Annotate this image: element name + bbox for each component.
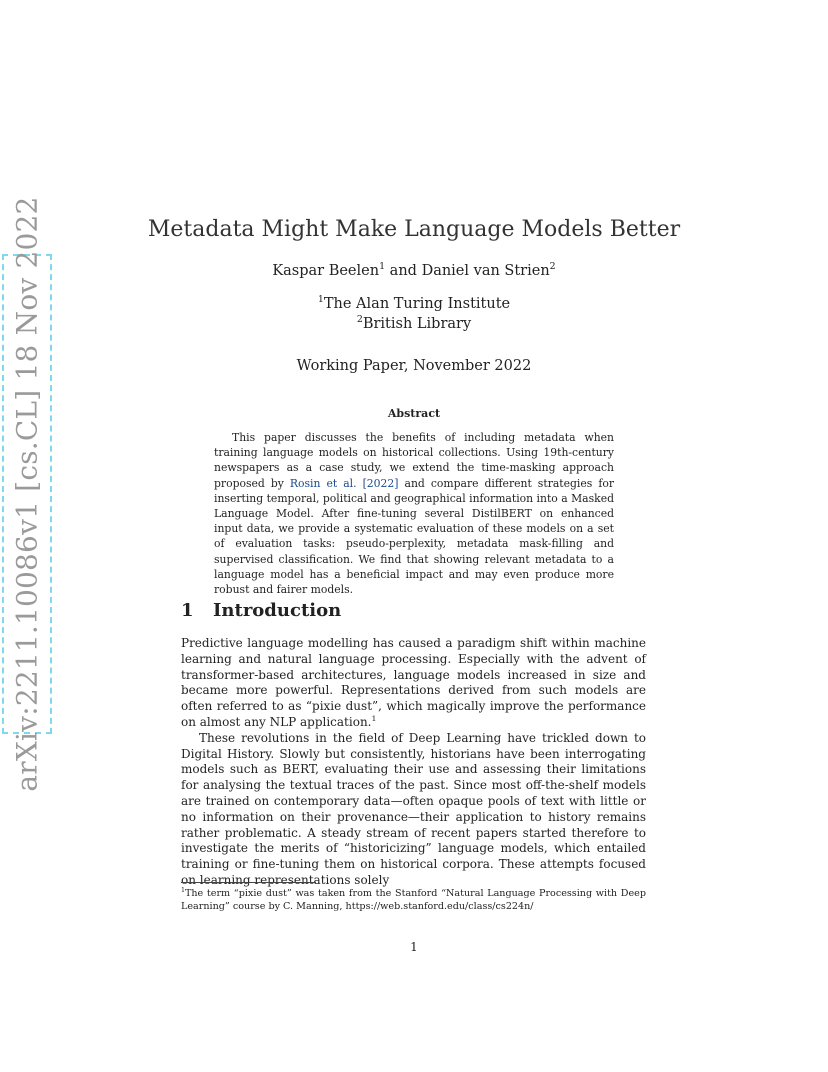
author-name: Kaspar Beelen (272, 263, 380, 279)
author-affil-mark: 1 (379, 261, 386, 273)
section-title: Introduction (213, 600, 342, 621)
author-line (120, 263, 708, 279)
citation-author: Rosin et al. (289, 476, 357, 490)
page-number: 1 (410, 940, 418, 954)
arxiv-identifier: arXiv:2211.10086v1 [cs.CL] 18 Nov 2022 (10, 196, 44, 792)
affiliation-name: The Alan Turing Institute (323, 296, 511, 312)
affiliation (120, 316, 708, 332)
author-affil-mark: 2 (549, 261, 556, 273)
paragraph: These revolutions in the field of Deep Learning have trickled down to Digital History. Slowly but consistently, historians have been interrogating models such as BERT, evaluating their use and assessing their limitations for analysing the textual traces of the past. Since most off-the-shelf models are trained on contemporary data—often opaque pools of text with little or no information on their provenance—their application to history remains rather problematic. A steady stream of recent papers started therefore to investigate the merits of “historicizing” language models, which entailed training or fine-tuning them on historical corpora. These attempts focused on learning representations solely (181, 730, 646, 887)
affiliation-mark: 1 (317, 294, 324, 306)
abstract-part: and compare different strategies for inserting temporal, political and geographical information into a Masked Language Model. After fine-tuning several DistilBERT on enhanced input data, we provide a systematic evaluation of these models on a set of evaluation tasks: pseudo-perplexity, metadata mask-filling and supervised classification. We find that showing relevant metadata to a language model has a beneficial impact and may even produce more robust and fairer models. (214, 476, 614, 597)
affiliation (120, 296, 708, 312)
arxiv-stamp[interactable] (2, 196, 52, 792)
abstract-text (214, 430, 614, 597)
section-body (181, 636, 646, 889)
affiliation-name: British Library (362, 316, 472, 332)
author-name: Daniel van Strien (421, 263, 550, 279)
section-number: 1 (181, 600, 194, 621)
footnote-divider (181, 882, 316, 883)
footnote-mark: 1 (181, 886, 185, 894)
abstract-heading: Abstract (387, 407, 441, 420)
working-paper-date: Working Paper, November 2022 (296, 358, 532, 374)
footnote-link[interactable]: 1 (371, 713, 377, 723)
citation-year: 2022 (366, 476, 395, 490)
citation-link[interactable]: Rosin et al. [2022] (289, 476, 399, 490)
author-joiner: and (385, 263, 422, 279)
section-heading (181, 600, 341, 621)
footnote (181, 887, 646, 913)
abstract-part: This paper discusses the benefits of including metadata when training language models on historical collections. Using 19th-century newspapers as a case study, we extend the time-masking approach proposed by (214, 431, 614, 490)
paragraph (181, 636, 646, 731)
paper-title: Metadata Might Make Language Models Better (147, 217, 681, 242)
affiliation-mark: 2 (356, 314, 363, 326)
footnote-text: The term “pixie dust” was taken from the Stanford “Natural Language Processing with Deep Learning” course by C. Manning, https://web.stanford.edu/class/cs224n/ (181, 888, 646, 912)
paragraph-text: Predictive language modelling has caused a paradigm shift within machine learning and natural language processing. Especially with the advent of transformer-based architectures, language models increased in size and became more powerful. Representations derived from such models are often referred to as “pixie dust”, which magically improve the performance on almost any NLP application. (181, 636, 646, 729)
